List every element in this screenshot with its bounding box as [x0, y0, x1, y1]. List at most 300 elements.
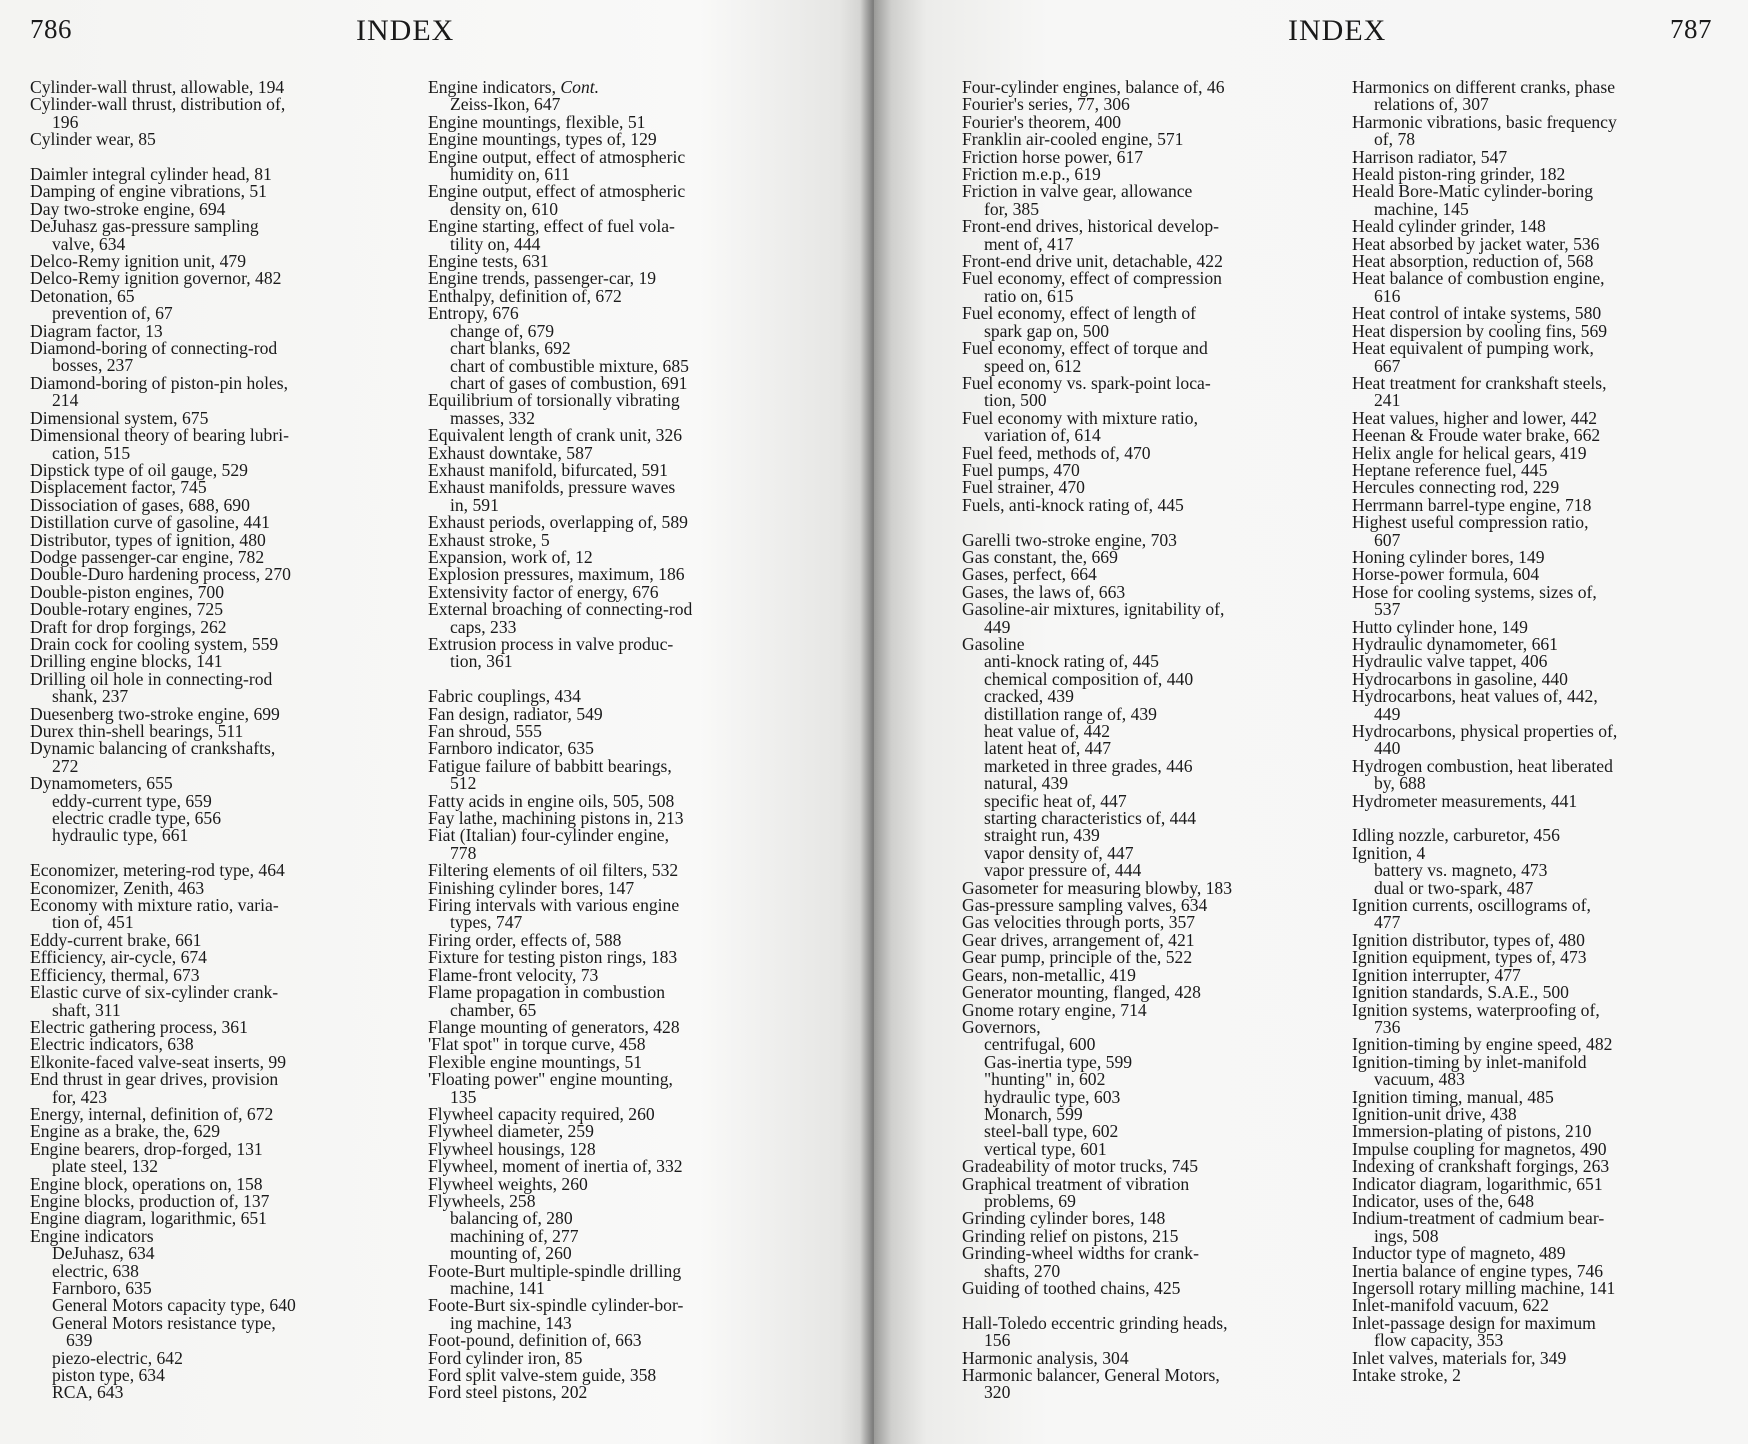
index-entry-text: Ford cylinder iron, 85 [428, 1347, 583, 1368]
index-entry-text: Gnome rotary engine, 714 [962, 999, 1147, 1020]
index-entry-text: Highest useful compression ratio, [1352, 512, 1589, 533]
index-entry-text: Engine indicators, [428, 77, 557, 97]
index-entry-text: Duesenberg two-stroke engine, 699 [30, 703, 280, 724]
index-entry-text: Electric gathering process, 361 [30, 1016, 248, 1037]
index-entry-text: eddy-current type, 659 [52, 790, 212, 811]
index-entry-text: Gears, non-metallic, 419 [962, 964, 1136, 985]
index-entry-text: Intake stroke, 2 [1352, 1365, 1461, 1386]
index-entry-text: Explosion pressures, maximum, 186 [428, 564, 685, 585]
index-entry-text: Friction horse power, 617 [962, 146, 1144, 167]
index-entry-text: Hercules connecting rod, 229 [1352, 477, 1560, 498]
index-entry-text: "hunting" in, 602 [984, 1069, 1106, 1090]
index-entry-text: Exhaust manifold, bifurcated, 591 [428, 459, 668, 480]
index-entry-text: Foote-Burt six-spindle cylinder-bor- [428, 1295, 684, 1316]
index-entry-text: Double-rotary engines, 725 [30, 599, 223, 620]
index-entry-text: Dipstick type of oil gauge, 529 [30, 459, 248, 480]
index-entry-text: Inductor type of magneto, 489 [1352, 1243, 1566, 1264]
index-entry-text: Farnboro, 635 [52, 1278, 152, 1298]
index-entry-text: 449 [984, 616, 1011, 637]
index-entry-text: marketed in three grades, 446 [984, 755, 1193, 776]
index-entry-text: Efficiency, air-cycle, 674 [30, 947, 207, 968]
index-entry-text: ratio on, 615 [984, 285, 1074, 306]
index-entry-text: Engine trends, passenger-car, 19 [428, 268, 657, 289]
index-entry-text: dual or two-spark, 487 [1374, 877, 1534, 898]
index-entry-text: electric, 638 [52, 1260, 139, 1281]
index-entry-text: Expansion, work of, 12 [428, 546, 593, 567]
index-entry-text: vapor density of, 447 [984, 842, 1134, 863]
index-entry-text: for, 385 [984, 198, 1039, 219]
index-column-right-1 [962, 79, 1232, 1402]
index-entry-text: cation, 515 [52, 442, 131, 463]
index-entry-text: starting characteristics of, 444 [984, 808, 1197, 829]
index-entry-text: 320 [984, 1382, 1011, 1403]
index-entry-text: Fuel economy, effect of compression [962, 268, 1222, 289]
index-entry-text: Immersion-plating of pistons, 210 [1352, 1121, 1592, 1142]
index-entry-text: Gear pump, principle of the, 522 [962, 947, 1193, 968]
index-entry-text: 214 [52, 390, 79, 411]
index-entry-text: Ignition interrupter, 477 [1352, 964, 1521, 985]
index-entry-text: Friction in valve gear, allowance [962, 181, 1193, 202]
index-entry-text: hydraulic type, 661 [52, 825, 189, 846]
index-entry [962, 1384, 1232, 1401]
index-entry-text: 156 [984, 1330, 1011, 1351]
index-entry-text: Foot-pound, definition of, 663 [428, 1330, 642, 1351]
index-entry-text: Fuel pumps, 470 [962, 459, 1080, 480]
index-entry-text: Diamond-boring of piston-pin holes, [30, 372, 289, 393]
index-entry-text: vacuum, 483 [1374, 1069, 1465, 1090]
index-entry-text: 135 [450, 1086, 477, 1107]
index-entry-text: steel-ball type, 602 [984, 1121, 1119, 1142]
index-entry-text: Fuel economy vs. spark-point loca- [962, 372, 1211, 393]
index-entry-text: ings, 508 [1374, 1225, 1439, 1246]
index-entry-text: prevention of, 67 [52, 303, 173, 324]
index-entry-text: Enthalpy, definition of, 672 [428, 285, 622, 306]
index-entry-text: ment of, 417 [984, 233, 1074, 254]
index-entry-text: Governors, [962, 1016, 1041, 1037]
index-entry-text: Dynamometers, 655 [30, 773, 173, 794]
index-entry-text: Generator mounting, flanged, 428 [962, 982, 1201, 1003]
index-entry-text: in, 591 [450, 494, 499, 515]
index-entry-text: Flywheel capacity required, 260 [428, 1103, 655, 1124]
index-entry-text: electric cradle type, 656 [52, 808, 222, 829]
index-entry-text: chemical composition of, 440 [984, 668, 1194, 689]
index-entry-text: Draft for drop forgings, 262 [30, 616, 227, 637]
index-entry-text: External broaching of connecting-rod [428, 599, 693, 620]
index-entry-text: Fatigue failure of babbitt bearings, [428, 755, 672, 776]
index-entry-text: Farnboro indicator, 635 [428, 738, 594, 759]
index-entry-text: Ford steel pistons, 202 [428, 1382, 588, 1403]
index-entry-text: spark gap on, 500 [984, 320, 1110, 341]
running-head-left: INDEX [356, 14, 455, 47]
index-entry [1352, 790, 1617, 811]
index-entry-text: Heat absorbed by jacket water, 536 [1352, 233, 1600, 254]
index-entry-text: Extrusion process in valve produc- [428, 634, 674, 654]
index-entry-text: Engine as a brake, the, 629 [30, 1121, 221, 1142]
index-entry-text: speed on, 612 [984, 355, 1082, 376]
index-entry-text: Gas velocities through ports, 357 [962, 912, 1196, 933]
index-entry-text: Heat absorption, reduction of, 568 [1352, 251, 1594, 272]
index-entry-text: hydraulic type, 603 [984, 1086, 1121, 1107]
index-entry-text: Eddy-current brake, 661 [30, 929, 202, 950]
index-entry-text: Displacement factor, 745 [30, 477, 207, 498]
index-entry-text: tion of, 451 [52, 912, 134, 933]
index-entry-text: Entropy, 676 [428, 303, 519, 324]
index-entry-text: 477 [1374, 912, 1401, 933]
index-entry-text: vapor pressure of, 444 [984, 860, 1142, 881]
index-entry-text: Extensivity factor of energy, 676 [428, 581, 659, 602]
index-entry-text: 537 [1374, 599, 1401, 620]
index-entry-text: piston type, 634 [52, 1365, 165, 1386]
page-number-left: 786 [30, 14, 72, 44]
index-entry-text: 778 [450, 842, 477, 863]
index-entry-text: Ignition, 4 [1352, 842, 1426, 863]
index-entry [962, 1280, 1232, 1297]
index-entry-text: Herrmann barrel-type engine, 718 [1352, 494, 1592, 515]
index-entry-text: Drilling oil hole in connecting-rod [30, 668, 273, 689]
index-entry-text: Heat dispersion by cooling fins, 569 [1352, 320, 1608, 341]
index-entry-text: Cylinder-wall thrust, distribution of, [30, 94, 286, 115]
index-entry-text: Hose for cooling systems, sizes of, [1352, 581, 1597, 602]
index-entry-text: Zeiss-Ikon, 647 [450, 94, 561, 115]
index-entry-text: Gases, the laws of, 663 [962, 581, 1126, 602]
index-entry-text: Economy with mixture ratio, varia- [30, 895, 279, 916]
index-entry-text: natural, 439 [984, 773, 1069, 794]
index-entry-text: Hydrocarbons, physical properties of, [1352, 721, 1618, 742]
index-entry-text: Firing order, effects of, 588 [428, 929, 622, 950]
index-entry-text: Friction m.e.p., 619 [962, 164, 1101, 185]
index-entry-text: Horse-power formula, 604 [1352, 564, 1540, 585]
index-entry-text: Indexing of crankshaft forgings, 263 [1352, 1156, 1610, 1177]
index-entry-text: Gases, perfect, 664 [962, 564, 1097, 585]
index-entry-text: Fuel feed, methods of, 470 [962, 442, 1151, 463]
index-entry-text: Ignition standards, S.A.E., 500 [1352, 982, 1569, 1003]
index-entry-text: Inlet-manifold vacuum, 622 [1352, 1295, 1549, 1316]
index-entry-text: Ignition systems, waterproofing of, [1352, 999, 1600, 1020]
index-entry-text: Monarch, 599 [984, 1103, 1083, 1124]
index-entry-text: Ignition-unit drive, 438 [1352, 1103, 1517, 1124]
index-entry-text: chart of gases of combustion, 691 [450, 372, 688, 393]
index-entry-text: 736 [1374, 1016, 1401, 1037]
index-entry-text: DeJuhasz, 634 [52, 1243, 155, 1264]
index-entry-text: Flywheel, moment of inertia of, 332 [428, 1156, 683, 1177]
index-entry-text: battery vs. magneto, 473 [1374, 860, 1548, 881]
index-entry [428, 653, 692, 670]
index-entry-text: Double-Duro hardening process, 270 [30, 564, 291, 585]
index-entry-text: Elastic curve of six-cylinder crank- [30, 982, 279, 1003]
index-entry-text: Heptane reference fuel, 445 [1352, 459, 1548, 480]
index-entry-text: Flywheel weights, 260 [428, 1173, 588, 1194]
index-entry-text: Cylinder wear, 85 [30, 129, 156, 150]
right-page [874, 0, 1748, 1444]
index-entry-text: tion, 500 [984, 390, 1047, 411]
index-entry-text: Cylinder-wall thrust, allowable, 194 [30, 77, 285, 97]
index-entry-text: Gas constant, the, 669 [962, 546, 1118, 567]
index-entry-text: Fixture for testing piston rings, 183 [428, 947, 678, 968]
index-entry-text: Engine diagram, logarithmic, 651 [30, 1208, 267, 1229]
index-entry-text: Delco-Remy ignition unit, 479 [30, 251, 246, 272]
index-entry-text: Fiat (Italian) four-cylinder engine, [428, 825, 669, 846]
index-entry-text: chart blanks, 692 [450, 338, 571, 359]
index-entry-text: bosses, 237 [52, 355, 134, 376]
index-entry-text: Fourier's series, 77, 306 [962, 94, 1130, 115]
index-entry-text: Exhaust downtake, 587 [428, 442, 593, 463]
index-entry-text: chamber, 65 [450, 999, 537, 1020]
index-entry-text: machine, 141 [450, 1278, 545, 1299]
index-entry-text: Energy, internal, definition of, 672 [30, 1103, 274, 1124]
index-entry-text: Heald Bore-Matic cylinder-boring [1352, 181, 1593, 202]
index-column-right-2 [1352, 79, 1617, 1384]
index-entry-text: Fatty acids in engine oils, 505, 508 [428, 790, 675, 811]
index-entry-text: Dodge passenger-car engine, 782 [30, 546, 265, 567]
index-entry-text: distillation range of, 439 [984, 703, 1157, 724]
index-entry-text: balancing of, 280 [450, 1208, 573, 1229]
index-entry [30, 827, 296, 844]
index-entry-text: Flywheels, 258 [428, 1190, 536, 1211]
index-entry-text: Flame propagation in combustion [428, 982, 665, 1003]
index-entry-text: Exhaust manifolds, pressure waves [428, 477, 676, 498]
index-entry-text: Engine indicators [30, 1225, 154, 1246]
index-entry-text: End thrust in gear drives, provision [30, 1069, 279, 1090]
index-entry-text: Ignition distributor, types of, 480 [1352, 929, 1585, 950]
index-entry-text: 667 [1374, 355, 1401, 376]
index-entry-text: Engine mountings, flexible, 51 [428, 111, 646, 132]
index-entry-text: Hydrocarbons, heat values of, 442, [1352, 686, 1598, 707]
index-entry-text: Fuel economy with mixture ratio, [962, 407, 1199, 428]
index-entry-text: Grinding cylinder bores, 148 [962, 1208, 1166, 1229]
index-entry-text: Distillation curve of gasoline, 441 [30, 512, 270, 533]
index-entry-text: Hydraulic dynamometer, 661 [1352, 634, 1558, 654]
index-entry-text: Honing cylinder bores, 149 [1352, 546, 1545, 567]
index-entry-text: Exhaust periods, overlapping of, 589 [428, 512, 688, 533]
index-entry-text: Indicator, uses of the, 648 [1352, 1190, 1535, 1211]
index-entry-text: 'Flat spot" in torque curve, 458 [428, 1034, 646, 1055]
index-entry-text: Flange mounting of generators, 428 [428, 1016, 680, 1037]
index-entry-text: Guiding of toothed chains, 425 [962, 1278, 1181, 1299]
index-entry-text: latent heat of, 447 [984, 738, 1112, 759]
index-entry-text: Economizer, metering-rod type, 464 [30, 860, 285, 881]
index-entry-text: heat value of, 442 [984, 721, 1111, 742]
index-entry-text: Drilling engine blocks, 141 [30, 651, 223, 672]
index-entry-text: Grinding-wheel widths for crank- [962, 1243, 1199, 1264]
index-entry-text: Electric indicators, 638 [30, 1034, 194, 1055]
index-entry-text: Dissociation of gases, 688, 690 [30, 494, 250, 515]
index-entry-text: Fay lathe, machining pistons in, 213 [428, 808, 684, 829]
index-entry-text: Heald piston-ring grinder, 182 [1352, 164, 1566, 185]
index-entry-text: Ignition currents, oscillograms of, [1352, 895, 1591, 916]
index-entry-text: Detonation, 65 [30, 285, 135, 306]
index-entry-text: Gasometer for measuring blowby, 183 [962, 877, 1233, 898]
index-entry-text: Heald cylinder grinder, 148 [1352, 216, 1546, 237]
index-entry-text: shafts, 270 [984, 1260, 1061, 1281]
index-entry-text: plate steel, 132 [52, 1156, 159, 1177]
index-entry-text: Ignition-timing by engine speed, 482 [1352, 1034, 1613, 1055]
index-entry-text: Fan shroud, 555 [428, 721, 542, 742]
index-entry-text: Engine blocks, production of, 137 [30, 1190, 270, 1211]
index-entry-text: Front-end drives, historical develop- [962, 216, 1219, 237]
index-entry-text: Ignition-timing by inlet-manifold [1352, 1051, 1587, 1072]
index-entry-text: Gear drives, arrangement of, 421 [962, 929, 1195, 950]
index-entry-text: 512 [450, 773, 477, 794]
index-entry-text: Elkonite-faced valve-seat inserts, 99 [30, 1051, 286, 1072]
index-column-left-2 [428, 79, 692, 1402]
index-entry-text: Double-piston engines, 700 [30, 581, 224, 602]
index-entry-text: by, 688 [1374, 773, 1426, 794]
index-entry-text: shaft, 311 [52, 999, 121, 1020]
index-entry-text: Harmonic balancer, General Motors, [962, 1365, 1220, 1386]
index-entry-text: Equivalent length of crank unit, 326 [428, 425, 683, 446]
index-entry-text: Gas-pressure sampling valves, 634 [962, 895, 1208, 916]
index-entry-text: Fourier's theorem, 400 [962, 111, 1122, 132]
index-entry-text: 'Floating power" engine mounting, [428, 1069, 673, 1090]
index-entry-text: Fuel strainer, 470 [962, 477, 1085, 498]
index-entry-text: Front-end drive unit, detachable, 422 [962, 251, 1223, 272]
index-entry-text: 272 [52, 755, 79, 776]
index-entry-text: Hydrometer measurements, 441 [1352, 790, 1578, 811]
index-entry-text: Dimensional system, 675 [30, 407, 209, 428]
index-entry-text: humidity on, 611 [450, 164, 571, 185]
index-entry-text: Heat equivalent of pumping work, [1352, 338, 1594, 359]
index-entry-text: Grinding relief on pistons, 215 [962, 1225, 1179, 1246]
index-entry-text: types, 747 [450, 912, 523, 933]
index-entry-text: Fuel economy, effect of torque and [962, 338, 1208, 359]
index-entry-text: masses, 332 [450, 407, 536, 428]
index-entry-text: 639 [66, 1330, 93, 1351]
index-entry-text: Idling nozzle, carburetor, 456 [1352, 825, 1560, 846]
index-entry-text: Damping of engine vibrations, 51 [30, 181, 267, 202]
index-entry-text: machining of, 277 [450, 1225, 579, 1246]
index-entry-text: Heat values, higher and lower, 442 [1352, 407, 1598, 428]
continued-label: Cont. [560, 77, 600, 97]
index-entry-text: Finishing cylinder bores, 147 [428, 877, 635, 898]
index-entry-text: Heat control of intake systems, 580 [1352, 303, 1602, 324]
index-entry-text: chart of combustible mixture, 685 [450, 355, 689, 376]
index-entry-text: Gradeability of motor trucks, 745 [962, 1156, 1198, 1177]
index-entry-text: 616 [1374, 285, 1401, 306]
index-entry-text: Graphical treatment of vibration [962, 1173, 1190, 1194]
index-entry-text: Ignition timing, manual, 485 [1352, 1086, 1554, 1107]
index-entry-text: caps, 233 [450, 616, 517, 637]
running-head-right: INDEX [1288, 14, 1387, 47]
index-entry-text: Economizer, Zenith, 463 [30, 877, 205, 898]
index-entry-text: Harmonic analysis, 304 [962, 1347, 1129, 1368]
page-number-right: 787 [1670, 14, 1712, 44]
index-entry-text: tion, 361 [450, 651, 513, 672]
index-entry-text: Engine output, effect of atmospheric [428, 146, 686, 167]
index-entry-text: 607 [1374, 529, 1401, 550]
index-entry-text: problems, 69 [984, 1190, 1076, 1211]
index-entry-text: Hydrogen combustion, heat liberated [1352, 755, 1613, 776]
index-entry-text: Impulse coupling for magnetos, 490 [1352, 1138, 1607, 1159]
index-entry-text: Distributor, types of ignition, 480 [30, 529, 266, 550]
index-entry-text: Hall-Toledo eccentric grinding heads, [962, 1312, 1228, 1333]
index-entry-text: Flywheel housings, 128 [428, 1138, 596, 1159]
index-entry-text: Inlet-passage design for maximum [1352, 1312, 1596, 1333]
index-entry-text: Ingersoll rotary milling machine, 141 [1352, 1278, 1616, 1299]
index-entry [428, 1384, 692, 1401]
index-column-left-1 [30, 79, 296, 1402]
index-entry-text: Four-cylinder engines, balance of, 46 [962, 77, 1225, 97]
index-entry-text: Fuel economy, effect of length of [962, 303, 1197, 324]
index-entry-text: Flywheel diameter, 259 [428, 1121, 594, 1142]
index-entry-text: Flame-front velocity, 73 [428, 964, 599, 985]
index-entry-text: Day two-stroke engine, 694 [30, 198, 226, 219]
index-entry-text: vertical type, 601 [984, 1138, 1107, 1159]
index-entry-text: change of, 679 [450, 320, 555, 341]
index-entry-text: Diamond-boring of connecting-rod [30, 338, 278, 359]
index-entry-text: Harmonics on different cranks, phase [1352, 77, 1616, 97]
index-entry-text: Gas-inertia type, 599 [984, 1051, 1133, 1072]
index-entry-text: valve, 634 [52, 233, 126, 254]
index-entry [1352, 1367, 1617, 1384]
index-entry-text: Foote-Burt multiple-spindle drilling [428, 1260, 682, 1281]
index-entry-text: Durex thin-shell bearings, 511 [30, 721, 244, 742]
index-entry-text: Inlet valves, materials for, 349 [1352, 1347, 1567, 1368]
index-entry-text: cracked, 439 [984, 686, 1074, 707]
index-entry-text: Indicator diagram, logarithmic, 651 [1352, 1173, 1603, 1194]
index-entry-text: shank, 237 [52, 686, 129, 707]
index-entry-text: Engine mountings, types of, 129 [428, 129, 657, 150]
index-entry-text: DeJuhasz gas-pressure sampling [30, 216, 259, 237]
index-entry-text: Engine block, operations on, 158 [30, 1173, 263, 1194]
index-entry-text: flow capacity, 353 [1374, 1330, 1504, 1351]
index-entry-text: Engine starting, effect of fuel vola- [428, 216, 675, 237]
index-entry-text: Firing intervals with various engine [428, 895, 680, 916]
index-entry-text: General Motors resistance type, [52, 1312, 276, 1333]
index-entry-text: Franklin air-cooled engine, 571 [962, 129, 1184, 150]
index-entry-text: Hutto cylinder hone, 149 [1352, 616, 1528, 637]
index-entry-text: Helix angle for helical gears, 419 [1352, 442, 1587, 463]
index-entry-text: Indium-treatment of cadmium bear- [1352, 1208, 1605, 1229]
index-entry-text: Engine output, effect of atmospheric [428, 181, 686, 202]
index-entry-text: Ford split valve-stem guide, 358 [428, 1365, 657, 1386]
index-entry-text: Fabric couplings, 434 [428, 686, 581, 707]
index-entry-text: 440 [1374, 738, 1401, 759]
index-entry-text: Daimler integral cylinder head, 81 [30, 164, 272, 185]
index-entry-text: General Motors capacity type, 640 [52, 1295, 296, 1316]
index-entry-text: ing machine, 143 [450, 1312, 572, 1333]
index-entry-text: mounting of, 260 [450, 1243, 572, 1264]
index-entry-text: Heenan & Froude water brake, 662 [1352, 425, 1601, 446]
index-entry-text: relations of, 307 [1374, 94, 1489, 115]
index-entry-text: Fan design, radiator, 549 [428, 703, 603, 724]
index-entry-text: variation of, 614 [984, 425, 1101, 446]
index-entry-text: Dynamic balancing of crankshafts, [30, 738, 276, 759]
index-entry-text: Diagram factor, 13 [30, 320, 163, 341]
index-entry-text: Delco-Remy ignition governor, 482 [30, 268, 282, 289]
index-entry-text: Filtering elements of oil filters, 532 [428, 860, 679, 881]
index-entry-text: Gasoline-air mixtures, ignitability of, [962, 599, 1225, 620]
index-entry-text: 196 [52, 111, 79, 132]
index-entry-text: Ignition equipment, types of, 473 [1352, 947, 1587, 968]
index-entry-text: Dimensional theory of bearing lubri- [30, 425, 289, 446]
index-entry-text: machine, 145 [1374, 198, 1469, 219]
index-entry-text: Equilibrium of torsionally vibrating [428, 390, 680, 411]
index-entry-text: centrifugal, 600 [984, 1034, 1096, 1055]
index-entry-text: specific heat of, 447 [984, 790, 1127, 811]
index-entry-text: Harmonic vibrations, basic frequency [1352, 111, 1617, 132]
index-entry-text: straight run, 439 [984, 825, 1100, 846]
index-entry-text: tility on, 444 [450, 233, 541, 254]
index-entry-text: Engine tests, 631 [428, 251, 549, 272]
index-entry-text: of, 78 [1374, 129, 1416, 150]
index-entry-text: piezo-electric, 642 [52, 1347, 183, 1368]
index-entry-text: Heat balance of combustion engine, [1352, 268, 1605, 289]
index-entry-text: Harrison radiator, 547 [1352, 146, 1508, 167]
index-entry-text: Gasoline [962, 633, 1025, 654]
index-entry-text: Heat treatment for crankshaft steels, [1352, 372, 1607, 393]
index-entry-text: Drain cock for cooling system, 559 [30, 633, 279, 654]
index-entry [30, 1384, 296, 1401]
